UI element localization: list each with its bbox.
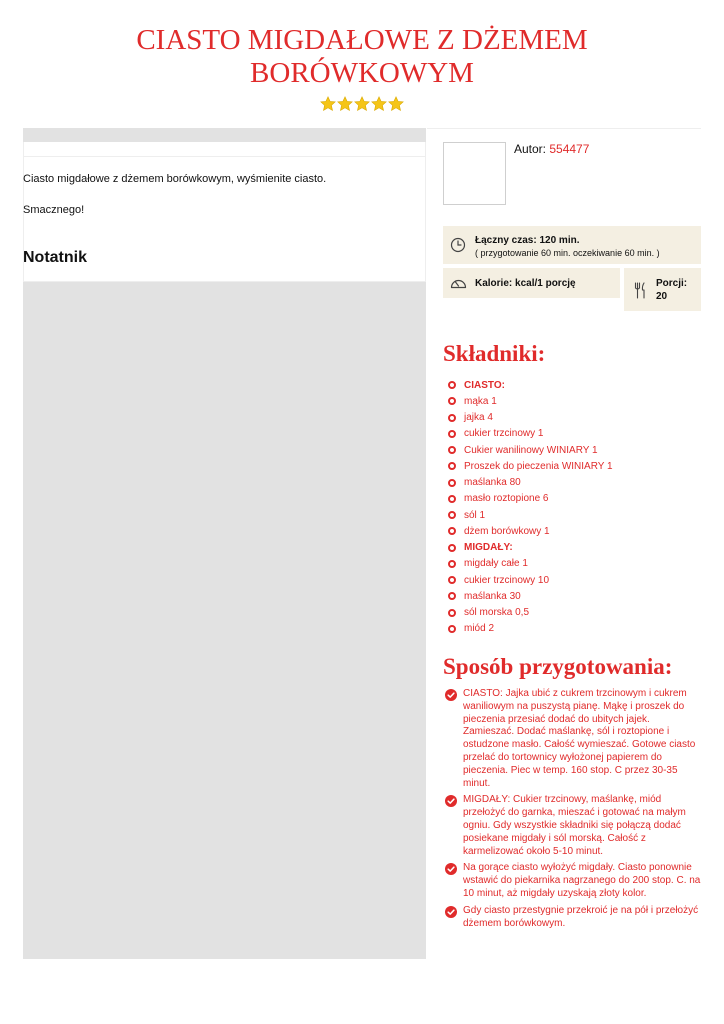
ingredient-text: cukier trzcinowy 1 bbox=[464, 428, 544, 440]
star-icon bbox=[371, 96, 387, 112]
ingredient-item bbox=[448, 572, 698, 588]
bullet-ring-icon bbox=[448, 414, 456, 422]
step-text: Na gorące ciasto wyłożyć migdały. Ciasto ponownie wstawić do piekarnika nagrzanego do 200 stop. C. na 10 minut, aż migdały uzyskają złoty kolor. bbox=[463, 862, 701, 899]
notes-title: Notatnik bbox=[23, 249, 87, 266]
ingredient-item bbox=[448, 523, 698, 539]
ingredient-item bbox=[448, 556, 698, 572]
bullet-ring-icon bbox=[448, 430, 456, 438]
ingredient-item bbox=[448, 442, 698, 458]
author-avatar bbox=[443, 142, 506, 205]
ingredient-item bbox=[448, 410, 698, 426]
check-circle-icon bbox=[445, 863, 457, 875]
bullet-ring-icon bbox=[448, 576, 456, 584]
preparation-step bbox=[445, 794, 703, 858]
star-icon bbox=[337, 96, 353, 112]
ingredient-text: CIASTO: bbox=[464, 379, 505, 391]
ingredient-item bbox=[448, 491, 698, 507]
preparation-steps bbox=[445, 688, 703, 934]
star-icon bbox=[354, 96, 370, 112]
ingredient-text: Cukier wanilinowy WINIARY 1 bbox=[464, 444, 598, 456]
preparation-step bbox=[445, 905, 703, 931]
divider bbox=[23, 156, 426, 157]
bullet-ring-icon bbox=[448, 609, 456, 617]
cutlery-icon bbox=[634, 282, 646, 299]
preparation-step bbox=[445, 862, 703, 900]
ingredient-text: migdały całe 1 bbox=[464, 558, 528, 570]
bullet-ring-icon bbox=[448, 397, 456, 405]
bullet-ring-icon bbox=[448, 592, 456, 600]
portions-box bbox=[624, 268, 701, 311]
ingredient-text: dżem borówkowy 1 bbox=[464, 525, 550, 537]
ingredient-group-header bbox=[448, 540, 698, 556]
ingredient-item bbox=[448, 588, 698, 604]
bullet-ring-icon bbox=[448, 479, 456, 487]
recipe-closing: Smacznego! bbox=[23, 204, 85, 216]
total-time: Łączny czas: 120 min. bbox=[475, 235, 580, 246]
time-details: ( przygotowanie 60 min. oczekiwanie 60 min. ) bbox=[475, 248, 660, 258]
bullet-ring-icon bbox=[448, 446, 456, 454]
bullet-ring-icon bbox=[448, 560, 456, 568]
ingredient-text: maślanka 30 bbox=[464, 590, 521, 602]
divider bbox=[427, 128, 701, 129]
ingredient-text: cukier trzcinowy 10 bbox=[464, 574, 550, 586]
bullet-ring-icon bbox=[448, 462, 456, 470]
ingredient-item bbox=[448, 507, 698, 523]
check-circle-icon bbox=[445, 795, 457, 807]
author-info bbox=[514, 142, 589, 156]
bullet-ring-icon bbox=[448, 511, 456, 519]
ingredient-group-header bbox=[448, 377, 698, 393]
ingredient-text: miód 2 bbox=[464, 623, 495, 635]
author-link[interactable]: 554477 bbox=[549, 142, 590, 156]
ingredient-item bbox=[448, 426, 698, 442]
ingredient-text: MIGDAŁY: bbox=[464, 542, 513, 554]
ingredient-item bbox=[448, 621, 698, 637]
ingredient-item bbox=[448, 475, 698, 491]
check-circle-icon bbox=[445, 689, 457, 701]
ingredient-text: mąka 1 bbox=[464, 395, 497, 407]
recipe-description: Ciasto migdałowe z dżemem borówkowym, wyśmienite ciasto. bbox=[23, 173, 327, 185]
preparation-step bbox=[445, 688, 703, 790]
portions-label: Porcji: bbox=[656, 278, 688, 289]
notes-area[interactable] bbox=[23, 282, 426, 959]
step-text: Gdy ciasto przestygnie przekroić je na pół i przełożyć dżemem borówkowym. bbox=[463, 904, 699, 929]
portions-value: 20 bbox=[656, 291, 668, 302]
check-circle-icon bbox=[445, 906, 457, 918]
star-icon bbox=[388, 96, 404, 112]
clock-icon bbox=[450, 237, 466, 253]
ingredient-text: sól 1 bbox=[464, 509, 486, 521]
ingredient-text: maślanka 80 bbox=[464, 477, 521, 489]
gauge-icon bbox=[450, 276, 467, 289]
bullet-ring-icon bbox=[448, 381, 456, 389]
preparation-title: Sposób przygotowania: bbox=[443, 654, 673, 679]
calories-text: Kalorie: kcal/1 porcję bbox=[475, 278, 576, 289]
bullet-ring-icon bbox=[448, 544, 456, 552]
ingredient-text: Proszek do pieczenia WINIARY 1 bbox=[464, 460, 613, 472]
rating-stars bbox=[320, 96, 404, 112]
step-text: CIASTO: Jajka ubić z cukrem trzcinowym i cukrem waniliowym na puszystą pianę. Mąkę i proszek do pieczenia przesiać dodać do ubitych jajek. Zamieszać. Dodać maślankę, sól i roztopione i ostudzone masło. Całość wymieszać. Gotowe ciasto przelać do tortownicy wyłożonej papierem do pieczenia. Piec w temp. 160 stop. C przez 30-35 minut. bbox=[463, 688, 696, 789]
bullet-ring-icon bbox=[448, 527, 456, 535]
ingredient-text: masło roztopione 6 bbox=[464, 493, 549, 505]
author-label: Autor: bbox=[514, 142, 547, 156]
ingredient-item bbox=[448, 393, 698, 409]
calories-box bbox=[443, 268, 620, 298]
ingredient-text: jajka 4 bbox=[464, 412, 493, 424]
star-icon bbox=[320, 96, 336, 112]
ingredients-title: Składniki: bbox=[443, 341, 546, 366]
image-placeholder-bar bbox=[23, 128, 426, 142]
ingredients-list bbox=[448, 377, 698, 637]
recipe-title: CIASTO MIGDAŁOWE Z DŻEMEM BORÓWKOWYM bbox=[136, 24, 588, 89]
bullet-ring-icon bbox=[448, 495, 456, 503]
step-text: MIGDAŁY: Cukier trzcinowy, maślankę, miód przełożyć do garnka, mieszać i gotować na małym ogniu. Gdy wszystkie składniki się połączą dodać posiekane migdały i sól morską. Całość z karmelizować około 5-10 minut. bbox=[463, 794, 686, 857]
bullet-ring-icon bbox=[448, 625, 456, 633]
ingredient-text: sól morska 0,5 bbox=[464, 607, 530, 619]
ingredient-item bbox=[448, 605, 698, 621]
ingredient-item bbox=[448, 458, 698, 474]
time-box bbox=[443, 226, 701, 264]
